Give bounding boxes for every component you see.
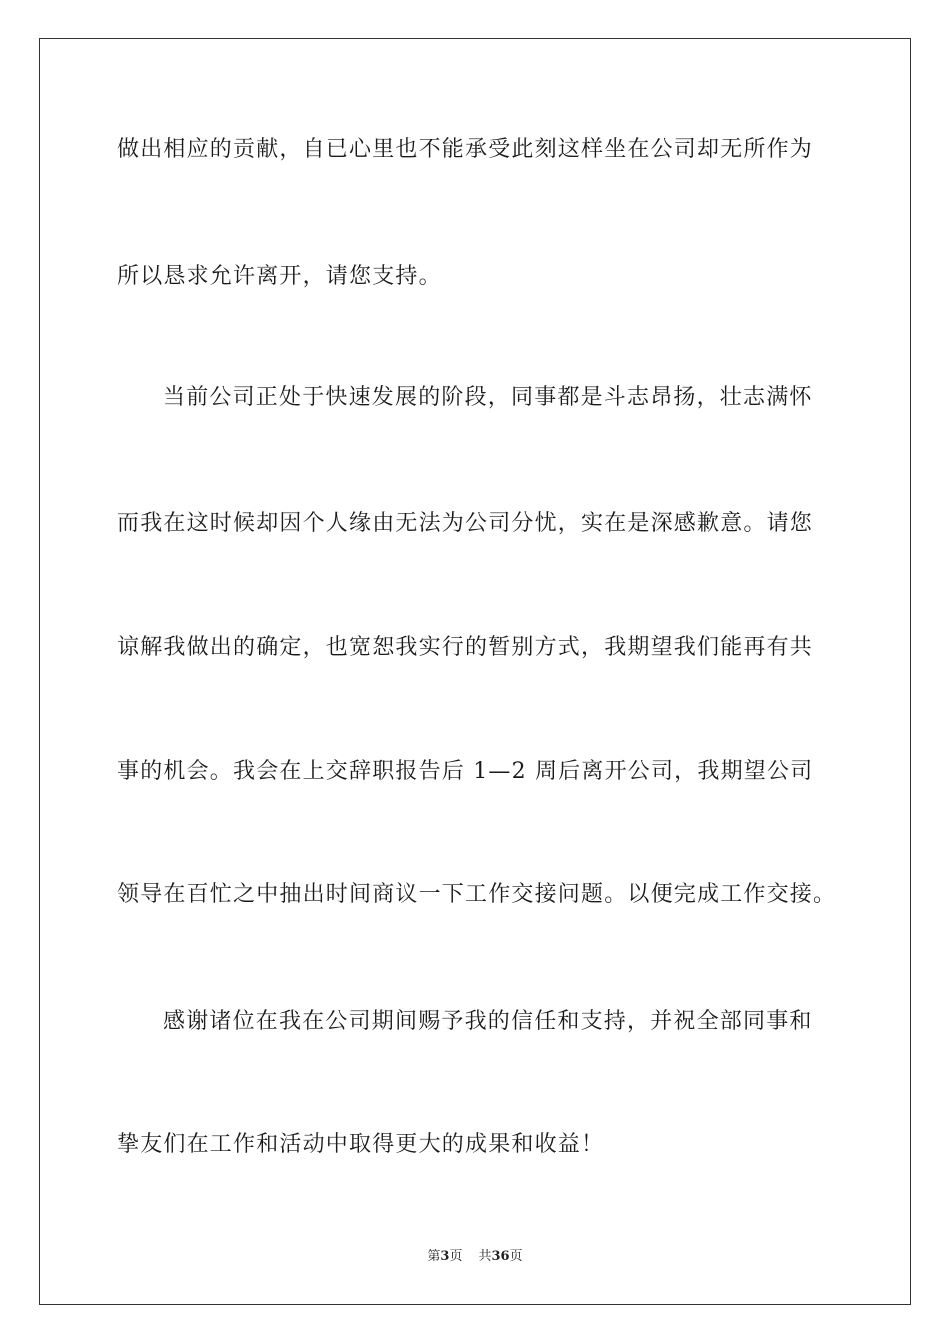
body-line-1: 做出相应的贡献，自已心里也不能承受此刻这样坐在公司却无所作为 bbox=[117, 137, 814, 162]
page-border bbox=[39, 38, 911, 1305]
page-footer bbox=[0, 1248, 950, 1266]
total-suffix: 页 bbox=[509, 1249, 523, 1264]
page-prefix: 第 bbox=[427, 1249, 441, 1264]
body-line-3: 当前公司正处于快速发展的阶段，同事都是斗志昂扬，壮志满怀 bbox=[163, 385, 813, 410]
page-number: 3 bbox=[440, 1249, 450, 1264]
body-line-2: 所以恳求允许离开，请您支持。 bbox=[117, 264, 442, 289]
page-suffix: 页 bbox=[449, 1249, 463, 1264]
body-line-8: 感谢诸位在我在公司期间赐予我的信任和支持，并祝全部同事和 bbox=[163, 1009, 813, 1034]
body-line-6: 事的机会。我会在上交辞职报告后 1—2 周后离开公司，我期望公司 bbox=[117, 759, 814, 784]
total-pages: 36 bbox=[491, 1249, 510, 1264]
body-line-7: 领导在百忙之中抽出时间商议一下工作交接问题。以便完成工作交接。 bbox=[117, 882, 837, 907]
body-line-5: 谅解我做出的确定，也宽恕我实行的暂别方式，我期望我们能再有共 bbox=[117, 635, 814, 660]
body-line-4: 而我在这时候却因个人缘由无法为公司分忧，实在是深感歉意。请您 bbox=[117, 511, 814, 536]
total-prefix: 共 bbox=[478, 1249, 492, 1264]
body-line-9: 挚友们在工作和活动中取得更大的成果和收益！ bbox=[117, 1132, 605, 1157]
